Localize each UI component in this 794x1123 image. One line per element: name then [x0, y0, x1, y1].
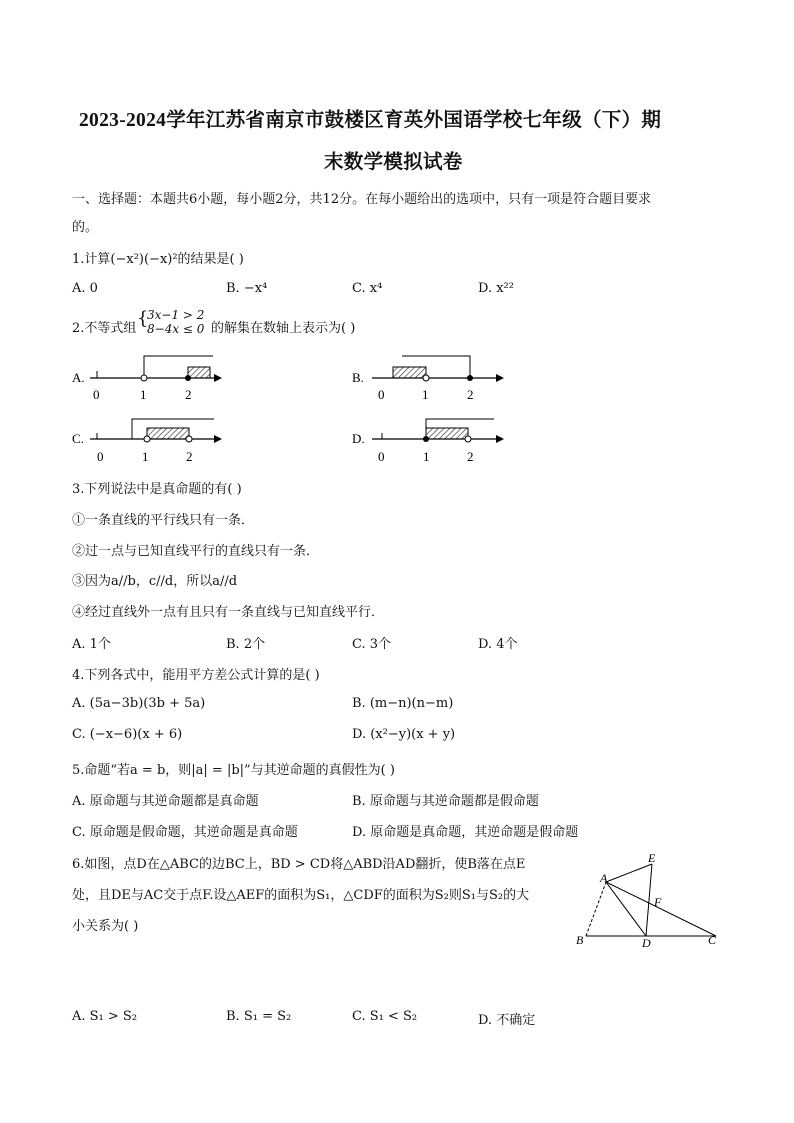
inequality-1: 3x−1 > 2: [147, 308, 205, 322]
question-3-item-2: ②过一点与已知直线平行的直线只有一条．: [72, 544, 320, 559]
question-6-option-b: B. S₁ = S₂: [226, 1009, 292, 1024]
question-1-option-b: B. −x⁴: [226, 281, 268, 296]
question-3-item-4: ④经过直线外一点有且只有一条直线与已知直线平行．: [72, 605, 385, 620]
option-b-label: B.: [352, 370, 364, 385]
question-4-option-d: D. (x²−y)(x + y): [352, 727, 456, 742]
question-1-stem: 1.计算(−x²)(−x)²的结果是( ): [72, 252, 244, 267]
question-1-option-c: C. x⁴: [352, 281, 383, 296]
question-5-stem: 5.命题“若a = b，则|a| = |b|”与其逆命题的真假性为( ): [72, 763, 395, 778]
number-line-option-c: [72, 419, 222, 464]
inequality-system: [147, 308, 204, 336]
number-line-option-a: [72, 356, 222, 402]
question-3-stem: 3.下列说法中是真命题的有( ): [72, 482, 242, 497]
question-5-option-a: A. 原命题与其逆命题都是真命题: [72, 794, 259, 809]
question-4-stem: 4.下列各式中，能用平方差公式计算的是( ): [72, 668, 320, 683]
question-5-option-c: C. 原命题是假命题，其逆命题是真命题: [72, 825, 298, 840]
triangle-fold-figure: [568, 846, 728, 954]
question-6-option-d: D. 不确定: [478, 1013, 536, 1028]
question-6-line1: 6.如图，点D在△ABC的边BC上，BD > CD将△ABD沿AD翻折，使B落在点E: [72, 857, 526, 872]
tick-0: 0: [378, 449, 385, 464]
page-title-line1: 2023-2024学年江苏省南京市鼓楼区育英外国语学校七年级（下）期: [79, 110, 662, 131]
question-4-option-c: C. (−x−6)(x + 6): [72, 727, 183, 742]
question-4-option-a: A. (5a−3b)(3b + 5a): [72, 696, 206, 711]
tick-0: 0: [97, 449, 104, 464]
point-label-a: A: [600, 871, 608, 885]
question-3-option-c: C. 3个: [352, 637, 392, 652]
tick-2: 2: [185, 387, 192, 402]
question-2-stem-suffix: 的解集在数轴上表示为( ): [211, 321, 356, 336]
question-1-option-a: A. 0: [72, 281, 98, 296]
option-c-label: C.: [72, 431, 84, 446]
tick-2: 2: [186, 449, 193, 464]
option-d-label: D.: [352, 431, 365, 446]
tick-1: 1: [423, 449, 430, 464]
question-3-option-b: B. 2个: [226, 637, 266, 652]
tick-1: 1: [142, 449, 149, 464]
section-instructions-line2: 的。: [72, 220, 99, 235]
tick-0: 0: [378, 387, 385, 402]
option-a-label: A.: [72, 370, 85, 385]
number-line-figures: [60, 348, 760, 470]
tick-2: 2: [467, 449, 474, 464]
question-6-option-a: A. S₁ > S₂: [72, 1009, 138, 1024]
inequality-2: 8−4x ≤ 0: [147, 322, 205, 336]
number-line-option-b: [352, 356, 504, 402]
section-instructions-line1: 一、选择题：本题共6小题，每小题2分，共12分。在每小题给出的选项中，只有一项是符合题目要求: [72, 192, 652, 207]
question-3-option-d: D. 4个: [478, 637, 518, 652]
point-label-e: E: [648, 851, 656, 865]
question-4-option-b: B. (m−n)(n−m): [352, 696, 454, 711]
question-5-option-d: D. 原命题是真命题，其逆命题是假命题: [352, 825, 579, 840]
system-brace: {: [137, 308, 149, 329]
question-6-line3: 小关系为( ): [72, 919, 139, 934]
question-1-option-d: D. x²²: [478, 281, 514, 296]
tick-0: 0: [93, 387, 100, 402]
page-title-line2: 末数学模拟试卷: [324, 152, 463, 173]
tick-2: 2: [467, 387, 474, 402]
point-label-b: B: [576, 933, 584, 947]
number-line-option-d: [352, 419, 504, 464]
point-label-c: C: [708, 933, 717, 947]
point-label-f: F: [654, 895, 662, 909]
question-5-option-b: B. 原命题与其逆命题都是假命题: [352, 794, 539, 809]
tick-1: 1: [422, 387, 429, 402]
question-3-item-3: ③因为a//b，c//d，所以a//d: [72, 574, 238, 589]
question-2-stem-prefix: 2.不等式组: [72, 321, 137, 336]
point-label-d: D: [642, 936, 651, 950]
question-6-line2: 处，且DE与AC交于点F.设△AEF的面积为S₁，△CDF的面积为S₂则S₁与S₂的大: [72, 888, 530, 903]
question-3-item-1: ①一条直线的平行线只有一条．: [72, 513, 255, 528]
tick-1: 1: [140, 387, 147, 402]
question-3-option-a: A. 1个: [72, 637, 111, 652]
question-6-option-c: C. S₁ < S₂: [352, 1009, 418, 1024]
